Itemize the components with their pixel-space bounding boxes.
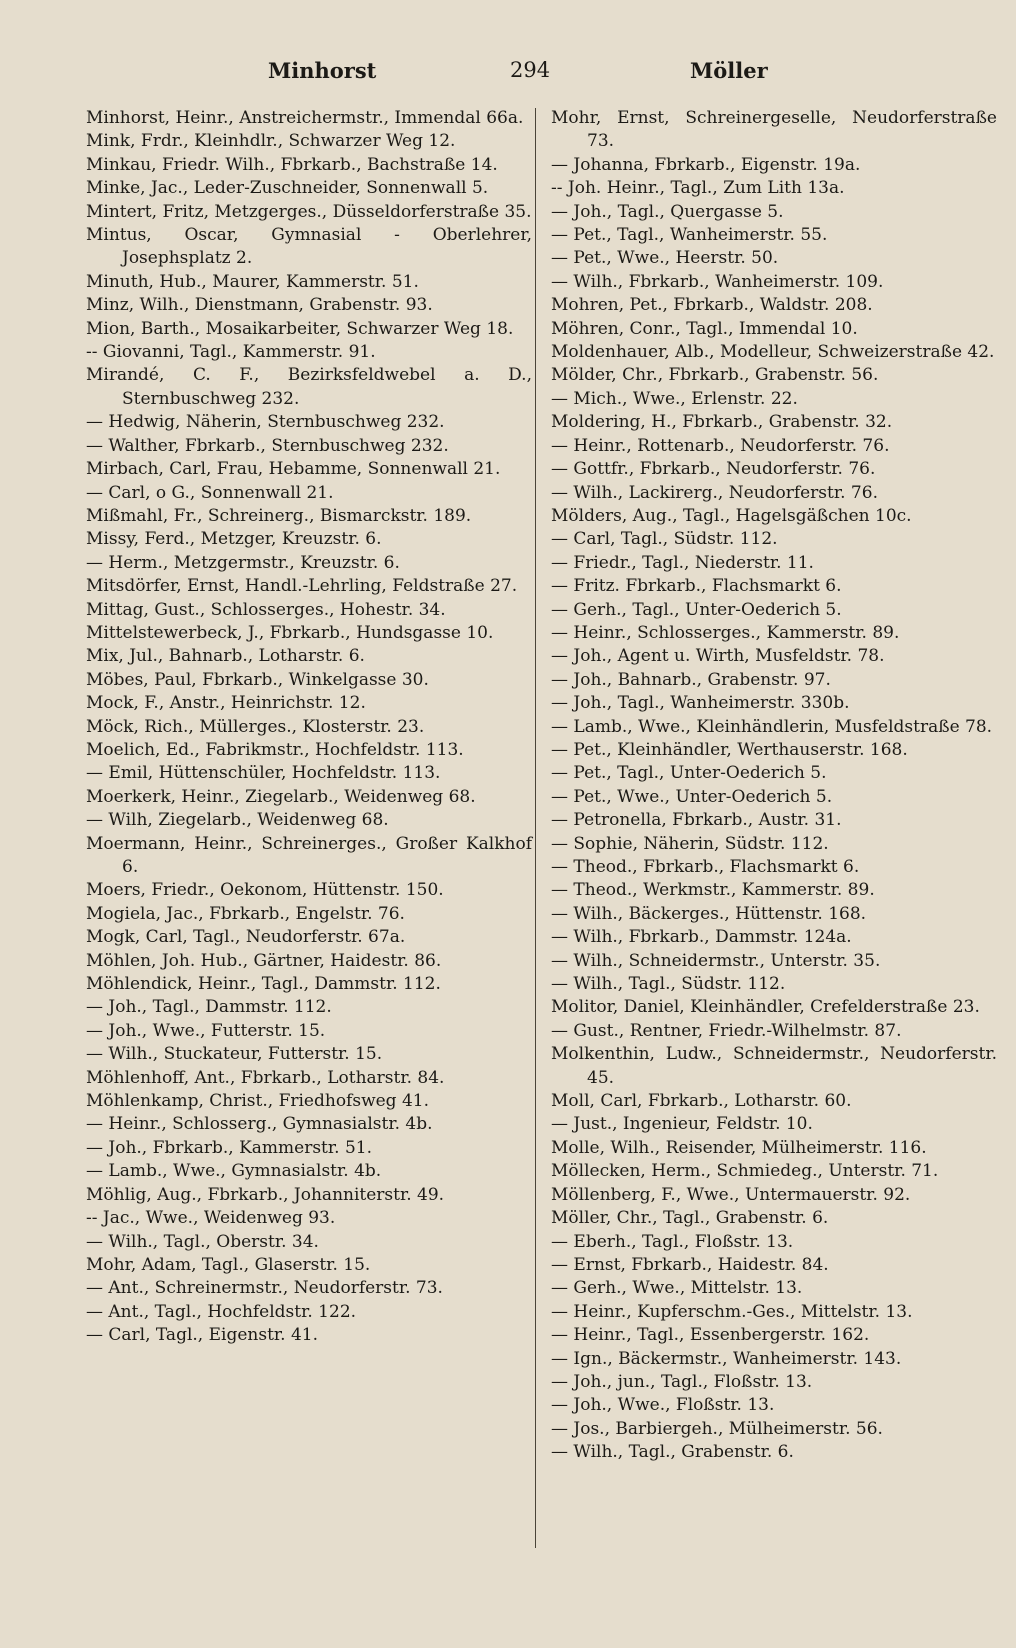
directory-entry: — Carl, Tagl., Eigenstr. 41.: [86, 1325, 318, 1346]
directory-entry: — Heinr., Tagl., Essenbergerstr. 162.: [551, 1325, 870, 1346]
directory-entry: — Wilh., Tagl., Südstr. 112.: [551, 974, 786, 995]
directory-entry: — Joh., Wwe., Futterstr. 15.: [86, 1020, 326, 1041]
directory-entry: — Joh., Tagl., Quergasse 5.: [551, 201, 784, 222]
directory-entry: — Hedwig, Näherin, Sternbuschweg 232.: [86, 412, 445, 433]
directory-entry: — Theod., Werkmstr., Kammerstr. 89.: [551, 880, 875, 901]
directory-entry: Mittelstewerbeck, J., Fbrkarb., Hundsgasse 10.: [86, 622, 494, 643]
directory-entry: Möllenberg, F., Wwe., Untermauerstr. 92.: [551, 1184, 911, 1205]
directory-entry: — Wilh., Schneidermstr., Unterstr. 35.: [551, 950, 881, 971]
directory-entry: Möhlenhoff, Ant., Fbrkarb., Lotharstr. 84.: [86, 1067, 445, 1088]
directory-entry: Mock, F., Anstr., Heinrichstr. 12.: [86, 693, 366, 714]
directory-entry: — Joh., Wwe., Floßstr. 13.: [551, 1395, 775, 1416]
directory-entry: — Pet., Wwe., Heerstr. 50.: [551, 248, 779, 269]
directory-entry: — Friedr., Tagl., Niederstr. 11.: [551, 552, 814, 573]
directory-entry: Mogk, Carl, Tagl., Neudorferstr. 67a.: [86, 927, 406, 948]
directory-entry: — Gottfr., Fbrkarb., Neudorferstr. 76.: [551, 459, 876, 480]
directory-entry: — Ernst, Fbrkarb., Haidestr. 84.: [551, 1254, 829, 1275]
directory-entry: — Wilh., Tagl., Oberstr. 34.: [86, 1231, 319, 1252]
directory-entry: — Gerh., Wwe., Mittelstr. 13.: [551, 1278, 803, 1299]
directory-entry: — Wilh., Fbrkarb., Dammstr. 124a.: [551, 927, 852, 948]
directory-entry: Mix, Jul., Bahnarb., Lotharstr. 6.: [86, 646, 365, 667]
directory-entry: — Heinr., Rottenarb., Neudorferstr. 76.: [551, 435, 890, 456]
directory-entry: — Pet., Wwe., Unter-Oederich 5.: [551, 786, 833, 807]
directory-entry: Minkau, Friedr. Wilh., Fbrkarb., Bachstraße 14.: [86, 154, 498, 175]
directory-entry: — Joh., Fbrkarb., Kammerstr. 51.: [86, 1137, 372, 1158]
left-column: [86, 107, 532, 1348]
directory-entry: — Pet., Kleinhändler, Werthauserstr. 168.: [551, 739, 908, 760]
directory-entry: — Mich., Wwe., Erlenstr. 22.: [551, 388, 798, 409]
directory-entry: Molle, Wilh., Reisender, Mülheimerstr. 116.: [551, 1137, 927, 1158]
directory-entry: — Joh., jun., Tagl., Floßstr. 13.: [551, 1371, 813, 1392]
directory-entry: Mirandé, C. F., Bezirksfeldwebel a. D., Sternbuschweg 232.: [86, 365, 532, 409]
directory-entry: — Pet., Tagl., Wanheimerstr. 55.: [551, 225, 828, 246]
directory-entry: — Lamb., Wwe., Kleinhändlerin, Musfeldstraße 78.: [551, 716, 993, 737]
directory-entry: Minke, Jac., Leder-Zuschneider, Sonnenwall 5.: [86, 178, 489, 199]
directory-entry: — Gerh., Tagl., Unter-Oederich 5.: [551, 599, 842, 620]
directory-entry: Mion, Barth., Mosaikarbeiter, Schwarzer Weg 18.: [86, 318, 514, 339]
directory-entry: Möck, Rich., Müllerges., Klosterstr. 23.: [86, 716, 425, 737]
directory-entry: Minz, Wilh., Dienstmann, Grabenstr. 93.: [86, 295, 433, 316]
directory-entry: — Petronella, Fbrkarb., Austr. 31.: [551, 810, 842, 831]
directory-entry: — Ign., Bäckermstr., Wanheimerstr. 143.: [551, 1348, 902, 1369]
directory-entry: Möhlen, Joh. Hub., Gärtner, Haidestr. 86.: [86, 950, 442, 971]
header-left-keyword: Minhorst: [268, 58, 377, 83]
directory-entry: Möhlendick, Heinr., Tagl., Dammstr. 112.: [86, 974, 441, 995]
directory-entry: — Joh., Tagl., Dammstr. 112.: [86, 997, 332, 1018]
directory-entry: — Ant., Tagl., Hochfeldstr. 122.: [86, 1301, 357, 1322]
directory-entry: — Carl, Tagl., Südstr. 112.: [551, 529, 778, 550]
directory-entry: Möhlig, Aug., Fbrkarb., Johanniterstr. 49.: [86, 1184, 445, 1205]
directory-entry: -- Giovanni, Tagl., Kammerstr. 91.: [86, 342, 376, 363]
directory-entry: — Theod., Fbrkarb., Flachsmarkt 6.: [551, 857, 860, 877]
page-header: [0, 58, 1016, 94]
directory-entry: — Joh., Tagl., Wanheimerstr. 330b.: [551, 693, 850, 714]
directory-entry: Mohren, Pet., Fbrkarb., Waldstr. 208.: [551, 295, 873, 316]
directory-entry: — Joh., Agent u. Wirth, Musfeldstr. 78.: [551, 646, 885, 667]
page-number: 294: [510, 58, 551, 82]
directory-entry: — Wilh., Bäckerges., Hüttenstr. 168.: [551, 903, 867, 924]
directory-entry: — Eberh., Tagl., Floßstr. 13.: [551, 1231, 794, 1252]
directory-entry: Minuth, Hub., Maurer, Kammerstr. 51.: [86, 271, 419, 292]
directory-entry: — Wilh, Ziegelarb., Weidenweg 68.: [86, 810, 389, 831]
directory-entry: — Wilh., Lackirerg., Neudorferstr. 76.: [551, 482, 878, 503]
directory-entry: — Herm., Metzgermstr., Kreuzstr. 6.: [86, 552, 400, 573]
directory-entry: Moldering, H., Fbrkarb., Grabenstr. 32.: [551, 412, 893, 433]
directory-entry: Mittag, Gust., Schlosserges., Hohestr. 34.: [86, 599, 446, 620]
directory-entry: — Heinr., Kupferschm.-Ges., Mittelstr. 13.: [551, 1301, 913, 1322]
directory-entry: Mirbach, Carl, Frau, Hebamme, Sonnenwall 21.: [86, 459, 501, 480]
directory-entry: — Wilh., Stuckateur, Futterstr. 15.: [86, 1044, 383, 1065]
directory-entry: Mohr, Ernst, Schreinergeselle, Neudorferstraße 73.: [551, 108, 997, 152]
directory-entry: Moll, Carl, Fbrkarb., Lotharstr. 60.: [551, 1091, 852, 1112]
directory-entry: — Jos., Barbiergeh., Mülheimerstr. 56.: [551, 1418, 883, 1439]
directory-entry: — Wilh., Tagl., Grabenstr. 6.: [551, 1442, 794, 1463]
directory-entry: Mintus, Oscar, Gymnasial - Oberlehrer, Josephsplatz 2.: [86, 225, 532, 269]
directory-entry: — Fritz. Fbrkarb., Flachsmarkt 6.: [551, 576, 842, 597]
directory-entry: Mölder, Chr., Fbrkarb., Grabenstr. 56.: [551, 365, 879, 386]
directory-entry: Moelich, Ed., Fabrikmstr., Hochfeldstr. 113.: [86, 739, 464, 760]
directory-entry: Moerkerk, Heinr., Ziegelarb., Weidenweg 68.: [86, 786, 476, 807]
directory-entry: Molkenthin, Ludw., Schneidermstr., Neudorferstr. 45.: [551, 1044, 997, 1088]
directory-entry: — Pet., Tagl., Unter-Oederich 5.: [551, 763, 827, 784]
right-column: [551, 107, 997, 1465]
directory-entry: — Wilh., Fbrkarb., Wanheimerstr. 109.: [551, 271, 884, 292]
directory-entry: Moldenhauer, Alb., Modelleur, Schweizerstraße 42.: [551, 342, 995, 363]
directory-entry: Moers, Friedr., Oekonom, Hüttenstr. 150.: [86, 880, 444, 901]
column-divider: [535, 108, 536, 1548]
directory-entry: — Sophie, Näherin, Südstr. 112.: [551, 833, 829, 854]
directory-entry: Mintert, Fritz, Metzgerges., Düsseldorferstraße 35.: [86, 201, 532, 222]
directory-entry: Mohr, Adam, Tagl., Glaserstr. 15.: [86, 1254, 371, 1275]
directory-entry: Minhorst, Heinr., Anstreichermstr., Immendal 66a.: [86, 108, 524, 128]
directory-entry: — Heinr., Schlosserges., Kammerstr. 89.: [551, 622, 900, 643]
directory-entry: Moermann, Heinr., Schreinerges., Großer Kalkhof 6.: [86, 833, 532, 877]
directory-entry: Mißmahl, Fr., Schreinerg., Bismarckstr. 189.: [86, 505, 472, 526]
directory-entry: Missy, Ferd., Metzger, Kreuzstr. 6.: [86, 529, 382, 550]
directory-entry: -- Jac., Wwe., Weidenweg 93.: [86, 1208, 336, 1229]
directory-entry: — Johanna, Fbrkarb., Eigenstr. 19a.: [551, 154, 861, 175]
directory-entry: Molitor, Daniel, Kleinhändler, Crefelderstraße 23.: [551, 997, 980, 1018]
directory-entry: Möller, Chr., Tagl., Grabenstr. 6.: [551, 1208, 829, 1229]
directory-entry: Mink, Frdr., Kleinhdlr., Schwarzer Weg 12.: [86, 131, 456, 152]
directory-entry: Möhlenkamp, Christ., Friedhofsweg 41.: [86, 1091, 430, 1112]
directory-entry: Mogiela, Jac., Fbrkarb., Engelstr. 76.: [86, 903, 405, 924]
directory-entry: — Joh., Bahnarb., Grabenstr. 97.: [551, 669, 831, 690]
directory-entry: — Ant., Schreinermstr., Neudorferstr. 73.: [86, 1278, 443, 1299]
directory-entry: — Lamb., Wwe., Gymnasialstr. 4b.: [86, 1161, 382, 1182]
directory-entry: — Emil, Hüttenschüler, Hochfeldstr. 113.: [86, 763, 441, 784]
directory-entry: -- Joh. Heinr., Tagl., Zum Lith 13a.: [551, 178, 845, 199]
directory-entry: Mölders, Aug., Tagl., Hagelsgäßchen 10c.: [551, 505, 912, 526]
directory-entry: Möhren, Conr., Tagl., Immendal 10.: [551, 318, 858, 339]
directory-entry: Mitsdörfer, Ernst, Handl.-Lehrling, Feldstraße 27.: [86, 576, 518, 597]
directory-entry: Möllecken, Herm., Schmiedeg., Unterstr. 71.: [551, 1161, 939, 1182]
directory-entry: — Just., Ingenieur, Feldstr. 10.: [551, 1114, 813, 1135]
directory-entry: — Carl, o G., Sonnenwall 21.: [86, 482, 334, 503]
header-right-keyword: Möller: [690, 58, 768, 83]
directory-entry: — Gust., Rentner, Friedr.-Wilhelmstr. 87.: [551, 1020, 902, 1041]
directory-entry: — Heinr., Schlosserg., Gymnasialstr. 4b.: [86, 1114, 433, 1135]
directory-entry: Möbes, Paul, Fbrkarb., Winkelgasse 30.: [86, 669, 429, 690]
directory-entry: — Walther, Fbrkarb., Sternbuschweg 232.: [86, 435, 449, 456]
